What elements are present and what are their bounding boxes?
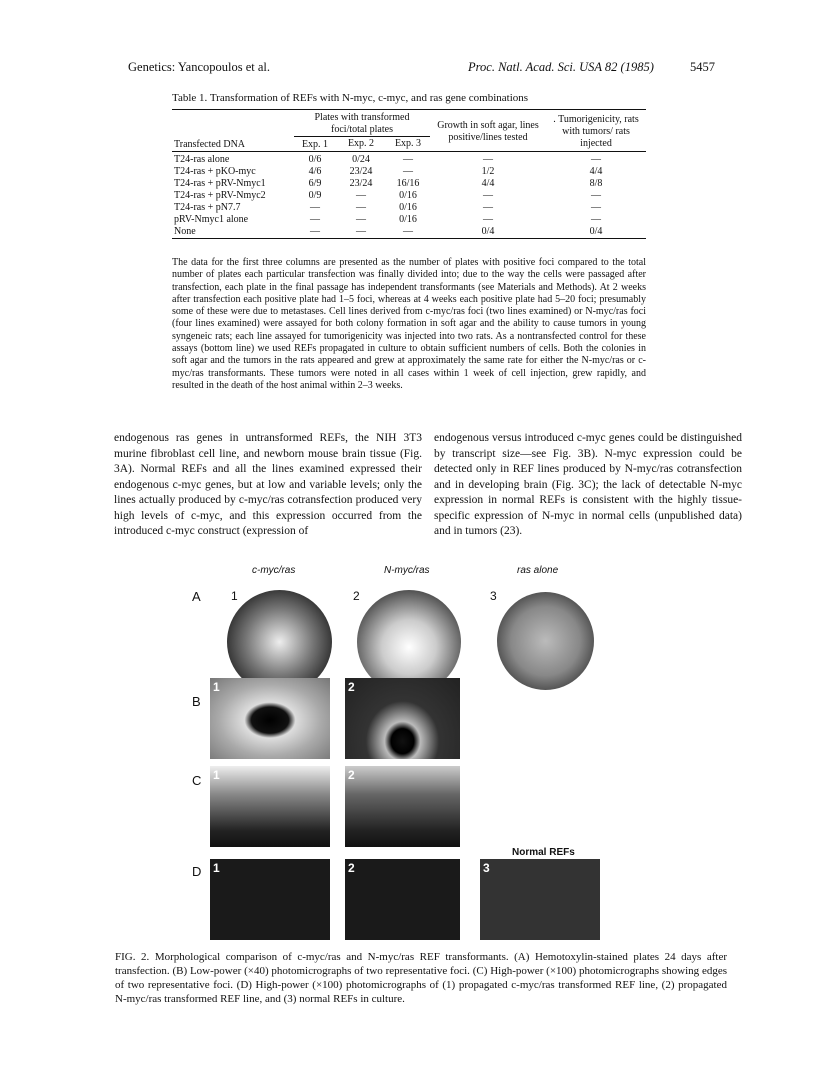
panel-d1-number: 1 xyxy=(213,861,220,875)
table-row xyxy=(172,178,646,190)
table-cell-tumor: — xyxy=(591,202,601,213)
figure-col-label-nmyc: N-myc/ras xyxy=(384,565,430,576)
table-cell-dna: T24-ras + pRV-Nmyc1 xyxy=(174,178,266,189)
photo-d2 xyxy=(345,859,460,940)
table-cell-e1: — xyxy=(310,226,320,237)
photo-b2 xyxy=(345,678,460,759)
table-row xyxy=(172,226,646,239)
table-cell-e1: 6/9 xyxy=(308,178,322,189)
panel-c1-number: 1 xyxy=(213,768,220,782)
page-number: 5457 xyxy=(690,60,715,74)
col-header-exp3: Exp. 3 xyxy=(386,137,430,152)
table-cell-e1: 0/9 xyxy=(308,190,322,201)
photo-d3 xyxy=(480,859,600,940)
figure-row-label-c: C xyxy=(192,773,202,788)
table-cell-dna: T24-ras alone xyxy=(174,154,230,165)
table-cell-e3: 16/16 xyxy=(396,178,420,189)
table-cell-e3: — xyxy=(403,226,413,237)
table-row xyxy=(172,214,646,226)
panel-a3-number: 3 xyxy=(490,589,497,603)
table-cell-e2: 23/24 xyxy=(349,178,373,189)
table-cell-e3: 0/16 xyxy=(399,190,417,201)
panel-b1-number: 1 xyxy=(213,680,220,694)
panel-c2-number: 2 xyxy=(348,768,355,782)
table-cell-e1: — xyxy=(310,214,320,225)
table-cell-e2: — xyxy=(356,202,366,213)
body-text-left: endogenous ras genes in untransformed REFs, the NIH 3T3 murine fibroblast cell line, and newborn mouse brain tissue (Fig. 3A). Normal REFs and all the lines examined expressed their endogenous c-myc genes, but at low and variable levels; only the lines actually produced by c-myc/ras cotransfection produced very high levels of c-myc, and this expression occurred from the introduced c-myc construct (expression of xyxy=(114,432,422,537)
table-row xyxy=(172,202,646,214)
table-footnote: The data for the first three columns are presented as the number of plates with positive foci compared to the total number of plates each particular transfection was finally divided into; due to the way the cells were passaged after transfection, each plate in the final passage has independent transformants (see Materials and Methods). At 2 weeks after transfection each positive plate had 1–5 foci, whereas at 4 weeks each positive plate had 5–20 foci; presumably some of these were due to metastases. Cell lines derived from c-myc/ras foci (two lines examined) or N-myc/ras foci (four lines examined) were assayed for both colony formation in soft agar and the ability to cause tumors in young syngeneic rats; each line assayed for tumorigenicity was injected into two rats. As a nontransfected control for these assays (bottom line) we used REFs propagated in culture to obtain sufficient numbers of cells. Both the colonies in soft agar and the tumors in the rats appeared and grew at approximately the same rate for either the N-myc/ras or c-myc/ras transformants. These tumors were noted in all cases within 1 week of cell injection, grew rapidly, and resulted in the death of the host animal within 2–3 weeks. xyxy=(172,257,646,391)
table-cell-tumor: 0/4 xyxy=(589,226,603,237)
table-cell-dna: T24-ras + pRV-Nmyc2 xyxy=(174,190,266,201)
table-1 xyxy=(172,109,646,239)
normal-refs-label: Normal REFs xyxy=(512,847,575,858)
table-cell-e1: — xyxy=(310,202,320,213)
panel-a1-number: 1 xyxy=(231,589,238,603)
table-cell-e2: 23/24 xyxy=(349,166,373,177)
table-cell-agar: — xyxy=(483,214,493,225)
col-header-exp2: Exp. 2 xyxy=(336,137,386,152)
table-cell-dna: T24-ras + pKO-myc xyxy=(174,166,256,177)
table-cell-e3: — xyxy=(403,154,413,165)
table-body xyxy=(172,152,646,239)
table-cell-e1: 4/6 xyxy=(308,166,322,177)
photo-b1 xyxy=(210,678,330,759)
photo-c2 xyxy=(345,766,460,847)
table-cell-tumor: — xyxy=(591,190,601,201)
table-cell-tumor: 4/4 xyxy=(589,166,603,177)
photo-d1 xyxy=(210,859,330,940)
table-cell-e2: 0/24 xyxy=(352,154,370,165)
table-row xyxy=(172,166,646,178)
table-cell-e2: — xyxy=(356,226,366,237)
table-cell-e3: 0/16 xyxy=(399,202,417,213)
running-header-left: Genetics: Yancopoulos et al. xyxy=(128,60,270,74)
body-text-right: endogenous versus introduced c-myc genes could be distinguished by transcript size—see Fig. 3B). N-myc expression could be detected only in REF lines produced by N-myc/ras cotransfection and in developing brain (Fig. 3C); the lack of detectable N-myc expression in normal REFs is consistent with the highly tissue-specific expression of N-myc in normal cells (unpublished data) and in tumors (23). xyxy=(434,432,742,537)
table-cell-agar: 1/2 xyxy=(481,166,495,177)
col-header-softagar: Growth in soft agar, lines positive/lines tested xyxy=(430,110,546,152)
table-cell-tumor: — xyxy=(591,214,601,225)
plate-image-a3 xyxy=(497,592,594,690)
col-header-tumor: . Tumorigenicity, rats with tumors/ rats injected xyxy=(546,110,646,152)
figure-col-label-cmyc: c-myc/ras xyxy=(252,565,296,576)
figure-caption: FIG. 2. Morphological comparison of c-myc/ras and N-myc/ras REF transformants. (A) Hemotoxylin-stained plates 24 days after transfection. (B) Low-power (×40) photomicrographs of two representative foci. (C) High-power (×100) photomicrographs showing edges of two representative foci. (D) High-power (×100) photomicrographs of (1) propagated c-myc/ras transformed REF line, (2) propagated N-myc/ras transformed REF line, and (3) normal REFs in culture. xyxy=(115,951,727,1005)
table-cell-agar: — xyxy=(483,190,493,201)
panel-a2-number: 2 xyxy=(353,589,360,603)
table-cell-agar: — xyxy=(483,154,493,165)
table-cell-e3: — xyxy=(403,166,413,177)
figure-row-label-d: D xyxy=(192,864,202,879)
panel-d2-number: 2 xyxy=(348,861,355,875)
col-header-transfected: Transfected DNA xyxy=(172,110,294,152)
photo-c1 xyxy=(210,766,330,847)
figure-col-label-ras: ras alone xyxy=(517,565,559,576)
col-group-header: Plates with transformed foci/total plates xyxy=(314,112,410,135)
panel-b2-number: 2 xyxy=(348,680,355,694)
table-cell-e3: 0/16 xyxy=(399,214,417,225)
table-caption: Table 1. Transformation of REFs with N-myc, c-myc, and ras gene combinations xyxy=(172,92,529,104)
table-cell-agar: — xyxy=(483,202,493,213)
table-cell-dna: None xyxy=(174,226,196,237)
table-row xyxy=(172,190,646,202)
table-cell-tumor: — xyxy=(591,154,601,165)
col-header-exp1: Exp. 1 xyxy=(294,137,336,152)
running-header-journal: Proc. Natl. Acad. Sci. USA 82 (1985) xyxy=(468,60,654,74)
table-row xyxy=(172,152,646,167)
table-cell-e1: 0/6 xyxy=(308,154,322,165)
figure-row-label-a: A xyxy=(192,589,201,604)
figure-row-label-b: B xyxy=(192,694,201,709)
table-cell-dna: T24-ras + pN7.7 xyxy=(174,202,241,213)
table-cell-e2: — xyxy=(356,190,366,201)
panel-d3-number: 3 xyxy=(483,861,490,875)
table-cell-agar: 0/4 xyxy=(481,226,495,237)
table-cell-e2: — xyxy=(356,214,366,225)
table-cell-agar: 4/4 xyxy=(481,178,495,189)
table-cell-tumor: 8/8 xyxy=(589,178,603,189)
table-cell-dna: pRV-Nmyc1 alone xyxy=(174,214,249,225)
